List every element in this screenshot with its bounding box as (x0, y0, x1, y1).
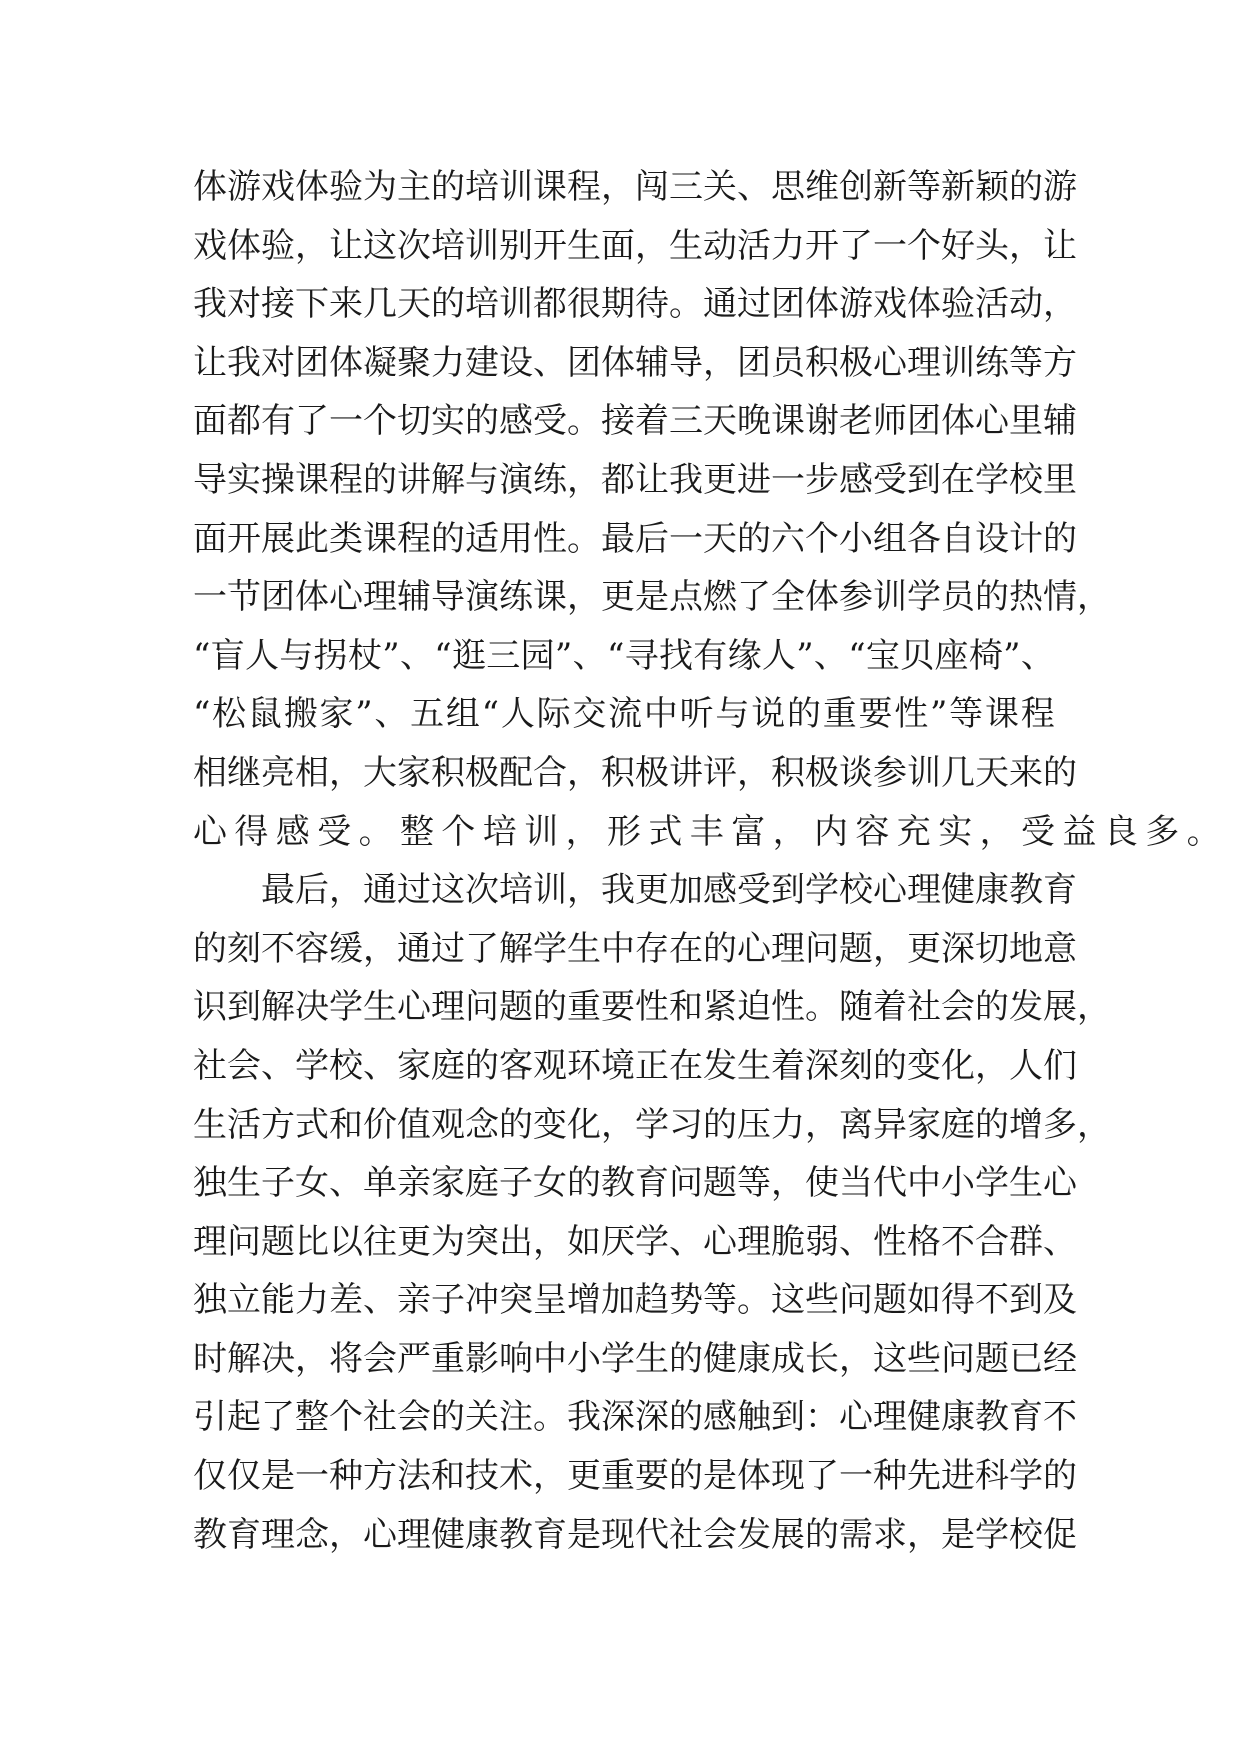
text-line: 导 实 操 课 程 的 讲 解 与 演 练 ， 都 让 我 更 进 一 步 感 受 到 在 学 校 里 (193, 459, 1077, 500)
text-line: 独 生 子 女 、 单 亲 家 庭 子 女 的 教 育 问 题 等 ， 使 当 代 中 小 学 生 心 (193, 1163, 1077, 1204)
text-line: 相 继 亮 相 ， 大 家 积 极 配 合 ， 积 极 讲 评 ， 积 极 谈 参 训 几 天 来 的 (193, 752, 1077, 793)
text-line: 理 问 题 比 以 往 更 为 突 出 ， 如 厌 学 、 心 理 脆 弱 、 性 格 不 合 群 、 (193, 1221, 1077, 1262)
text-line: 仅 仅 是 一 种 方 法 和 技 术 ， 更 重 要 的 是 体 现 了 一 种 先 进 科 学 的 (193, 1456, 1077, 1497)
text-line: 我 对 接 下 来 几 天 的 培 训 都 很 期 待 。 通 过 团 体 游 戏 体 验 活 动 ， (193, 284, 1077, 325)
body-text (193, 158, 1228, 1564)
text-line: 面 都 有 了 一 个 切 实 的 感 受 。 接 着 三 天 晚 课 谢 老 师 团 体 心 里 辅 (193, 401, 1077, 442)
text-line: 让 我 对 团 体 凝 聚 力 建 设 、 团 体 辅 导 ， 团 员 积 极 心 理 训 练 等 方 (193, 342, 1077, 383)
text-line: 社 会 、 学 校 、 家 庭 的 客 观 环 境 正 在 发 生 着 深 刻 的 变 化 ， 人 们 (193, 1045, 1077, 1086)
text-line: 时 解 决 ， 将 会 严 重 影 响 中 小 学 生 的 健 康 成 长 ， 这 些 问 题 已 经 (193, 1338, 1077, 1379)
text-line: “ 松 鼠 搬 家 ” 、 五 组 “ 人 际 交 流 中 听 与 说 的 重 要 性 ” 等 课 程 (193, 694, 1055, 735)
text-line: 一 节 团 体 心 理 辅 导 演 练 课 ， 更 是 点 燃 了 全 体 参 训 学 员 的 热 情 ， (193, 577, 1111, 618)
text-line: 的 刻 不 容 缓 ， 通 过 了 解 学 生 中 存 在 的 心 理 问 题 ， 更 深 切 地 意 (193, 928, 1077, 969)
text-line: 识 到 解 决 学 生 心 理 问 题 的 重 要 性 和 紧 迫 性 。 随 着 社 会 的 发 展 ， (193, 987, 1111, 1028)
text-line: 心得感受。整个培训，形式丰富，内容充实，受益良多。 (193, 811, 1228, 852)
text-line: 体 游 戏 体 验 为 主 的 培 训 课 程 ， 闯 三 关 、 思 维 创 新 等 新 颖 的 游 (193, 167, 1077, 207)
text-line: 戏 体 验 ， 让 这 次 培 训 别 开 生 面 ， 生 动 活 力 开 了 一 个 好 头 ， 让 (193, 225, 1077, 266)
text-line: 面 开 展 此 类 课 程 的 适 用 性 。 最 后 一 天 的 六 个 小 组 各 自 设 计 的 (193, 518, 1077, 559)
text-line: “ 盲 人 与 拐 杖 ” 、 “ 逛 三 园 ” 、 “ 寻 找 有 缘 人 ” 、 “ 宝 贝 座 椅 ” 、 (193, 635, 1055, 676)
text-line: 生 活 方 式 和 价 值 观 念 的 变 化 ， 学 习 的 压 力 ， 离 异 家 庭 的 增 多 ， (193, 1104, 1111, 1145)
text-line: 最 后 ， 通 过 这 次 培 训 ， 我 更 加 感 受 到 学 校 心 理 健 康 教 育 (261, 870, 1077, 911)
text-line: 独 立 能 力 差 、 亲 子 冲 突 呈 增 加 趋 势 等 。 这 些 问 题 如 得 不 到 及 (193, 1280, 1077, 1321)
text-line: 引 起 了 整 个 社 会 的 关 注 。 我 深 深 的 感 触 到 ： 心 理 健 康 教 育 不 (193, 1397, 1077, 1438)
text-line: 教 育 理 念 ， 心 理 健 康 教 育 是 现 代 社 会 发 展 的 需 求 ， 是 学 校 促 (193, 1514, 1077, 1555)
